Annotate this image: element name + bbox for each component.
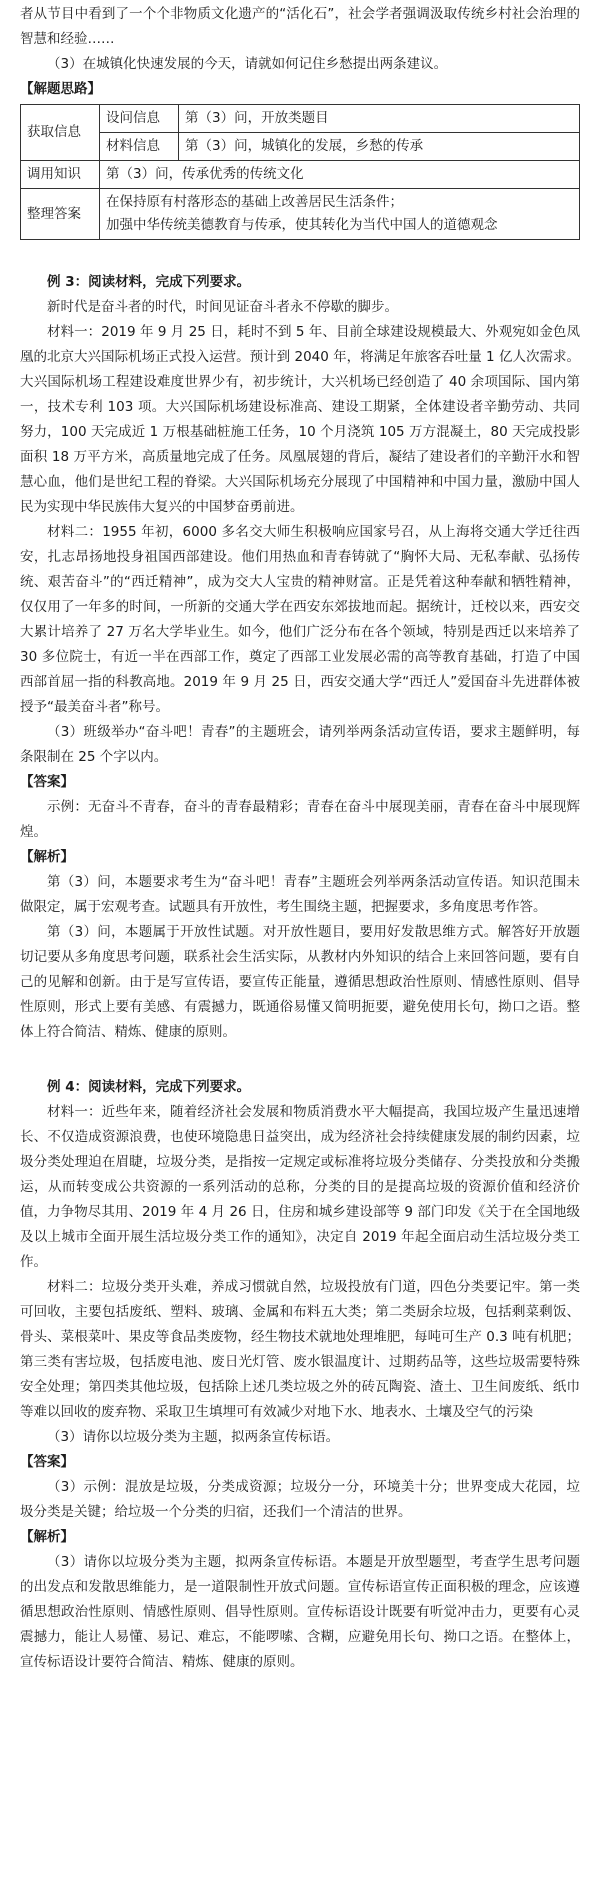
- knowledge-value: 第（3）问，传承优秀的传统文化: [100, 161, 580, 189]
- example-4-material-2: 材料二：垃圾分类开头难，养成习惯就自然，垃圾投放有门道，四色分类要记牢。第一类可回收，主要包括废纸、塑料、玻璃、金属和布料五大类；第二类厨余垃圾，包括剩菜剩饭、骨头、菜根菜叶、果皮等食品类废物，经生物技术就地处理堆肥，每吨可生产 0.3 吨有机肥；第三类有害垃圾，包括废电池、废日光灯管、废水银温度计、过期药品等，这些垃圾需要特殊安全处理；第四类其他垃圾，包括除上述几类垃圾之外的砖瓦陶瓷、渣土、卫生间废纸、纸巾等难以回收的废弃物、采取卫生填埋可有效减少对地下水、地表水、土壤及空气的污染: [20, 1279, 580, 1420]
- example-3-question: （3）班级举办“奋斗吧！青春”的主题班会，请列举两条活动宣传语，要求主题鲜明，每条限制在 25 个字以内。: [20, 724, 580, 765]
- table-row: [21, 105, 580, 133]
- knowledge-label: 调用知识: [21, 161, 100, 189]
- example-3-material-2: 材料二：1955 年初，6000 多名交大师生积极响应国家号召，从上海将交通大学迁往西安，扎志昂扬地投身祖国西部建设。他们用热血和青春铸就了“胸怀大局、无私奉献、弘扬传统、艰苦奋斗”的“西迁精神”，成为交大人宝贵的精神财富。正是凭着这种奉献和牺牲精神，仅仅用了一年多的时间，一所新的交通大学在西安东郊拔地而起。据统计，迁校以来，西安交大累计培养了 27 万名大学毕业生。如今，他们广泛分布在各个领域，特别是西迁以来培养了 30 多位院士，有近一半在西部工作，奠定了西部工业发展必需的高等教育基础，打造了中国西部首屈一指的科教高地。2019 年 9 月 25 日，西安交通大学“西迁人”爱国奋斗先进群体被授予“最美奋斗者”称号。: [20, 524, 580, 715]
- example-4-analysis-label: 【解析】: [20, 1529, 74, 1545]
- material-info-label: 材料信息: [100, 133, 179, 161]
- get-info-cell: 获取信息: [21, 105, 100, 161]
- example-3-answer: 示例：无奋斗不青春，奋斗的青春最精彩；青春在奋斗中展现美丽，青春在奋斗中展现辉煌。: [20, 799, 580, 840]
- answer-line-1: 在保持原有村落形态的基础上改善居民生活条件；: [106, 194, 403, 210]
- example-4-analysis: （3）请你以垃圾分类为主题，拟两条宣传标语。本题是开放型题型，考查学生思考问题的出发点和发散思维能力，是一道限制性开放式问题。宣传标语宣传正面积极的理念，应该遵循思想政治性原则、情感性原则、倡导性原则。宣传标语设计既要有听觉冲击力，更要有心灵震撼力，能让人易懂、易记、难忘，不能啰嗦、含糊，应避免用长句、拗口之语。在整体上，宣传标语设计要符合简洁、精炼、健康的原则。: [20, 1554, 580, 1670]
- answer-line-2: 加强中华传统美德教育与传承，使其转化为当代中国人的道德观念: [106, 217, 498, 233]
- question-3-intro: （3）在城镇化快速发展的今天，请就如何记住乡愁提出两条建议。: [47, 56, 448, 72]
- example-4-answer: （3）示例：混放是垃圾，分类成资源；垃圾分一分，环境美十分；世界变成大花园，垃圾分类是关键；给垃圾一个分类的归宿，还我们一个清洁的世界。: [20, 1479, 580, 1520]
- example-3-title: 例 3：阅读材料，完成下列要求。: [47, 274, 251, 290]
- table-row: [21, 133, 580, 161]
- example-4-answer-label: 【答案】: [20, 1454, 74, 1470]
- answer-label-cell: 整理答案: [21, 189, 100, 240]
- solve-heading: 【解题思路】: [20, 81, 101, 97]
- solve-table: [20, 104, 580, 240]
- example-4-question: （3）请你以垃圾分类为主题，拟两条宣传标语。: [47, 1429, 340, 1445]
- question-info-value: 第（3）问，开放类题目: [179, 105, 580, 133]
- answer-value-cell: [100, 189, 580, 240]
- example-4-title: 例 4：阅读材料，完成下列要求。: [47, 1079, 251, 1095]
- example-4-material-1: 材料一：近些年来，随着经济社会发展和物质消费水平大幅提高，我国垃圾产生量迅速增长、不仅造成资源浪费，也使环境隐患日益突出，成为经济社会持续健康发展的制约因素，垃圾分类处理迫在眉睫，垃圾分类，是指按一定规定或标准将垃圾分类储存、分类投放和分类搬运，从而转变成公共资源的一系列活动的总称，分类的目的是提高垃圾的资源价值和经济价值，力争物尽其用、2019 年 4 月 26 日，住房和城乡建设部等 9 部门印发《关于在全国地级及以上城市全面开展生活垃圾分类工作的通知》，决定自 2019 年起全面启动生活垃圾分类工作。: [20, 1104, 580, 1270]
- example-3-lead: 新时代是奋斗者的时代，时间见证奋斗者永不停歇的脚步。: [47, 299, 398, 315]
- example-3-answer-label: 【答案】: [20, 774, 74, 790]
- question-info-label: 设问信息: [100, 105, 179, 133]
- example-3-material-1: 材料一：2019 年 9 月 25 日，耗时不到 5 年、目前全球建设规模最大、外观宛如金色凤凰的北京大兴国际机场正式投入运营。预计到 2040 年，将满足年旅客吞吐量 1 亿人次需求。大兴国际机场工程建设难度世界少有，初步统计，大兴机场已经创造了 40 余项国际、国内第一，技术专利 103 项。大兴国际机场建设标准高、建设工期紧，全体建设者辛勤劳动、共同努力，100 天完成近 1 万根基础桩施工任务，10 个月浇筑 105 万方混凝土，80 天完成投影面积 18 万平方米，高质量地完成了任务。凤凰展翅的背后，凝结了建设者们的辛勤汗水和智慧心血，他们是世纪工程的脊梁。大兴国际机场充分展现了中国精神和中国力量，激励中国人民为实现中华民族伟大复兴的中国梦奋勇前进。: [20, 324, 580, 515]
- material-info-value: 第（3）问，城镇化的发展，乡愁的传承: [179, 133, 580, 161]
- example-3-analysis-label: 【解析】: [20, 849, 74, 865]
- table-row: [21, 161, 580, 189]
- example-3-analysis-1: 第（3）问，本题要求考生为“奋斗吧！青春”主题班会列举两条活动宣传语。知识范围未做限定，属于宏观考查。试题具有开放性，考生围绕主题，把握要求，多角度思考作答。: [20, 874, 580, 915]
- intro-paragraph: 者从节目中看到了一个个非物质文化遗产的“活化石”，社会学者强调汲取传统乡村社会治理的智慧和经验……: [20, 6, 580, 47]
- example-3-analysis-2: 第（3）问，本题属于开放性试题。对开放性题目，要用好发散思维方式。解答好开放题切记要从多角度思考问题，联系社会生活实际，从教材内外知识的结合上来回答问题，要有自己的见解和创新。由于是写宣传语，要宣传正能量，遵循思想政治性原则、情感性原则、倡导性原则，形式上要有美感、有震撼力，既通俗易懂又简明扼要，避免使用长句，拗口之语。整体上符合简洁、精炼、健康的原则。: [20, 924, 580, 1040]
- table-row: [21, 189, 580, 240]
